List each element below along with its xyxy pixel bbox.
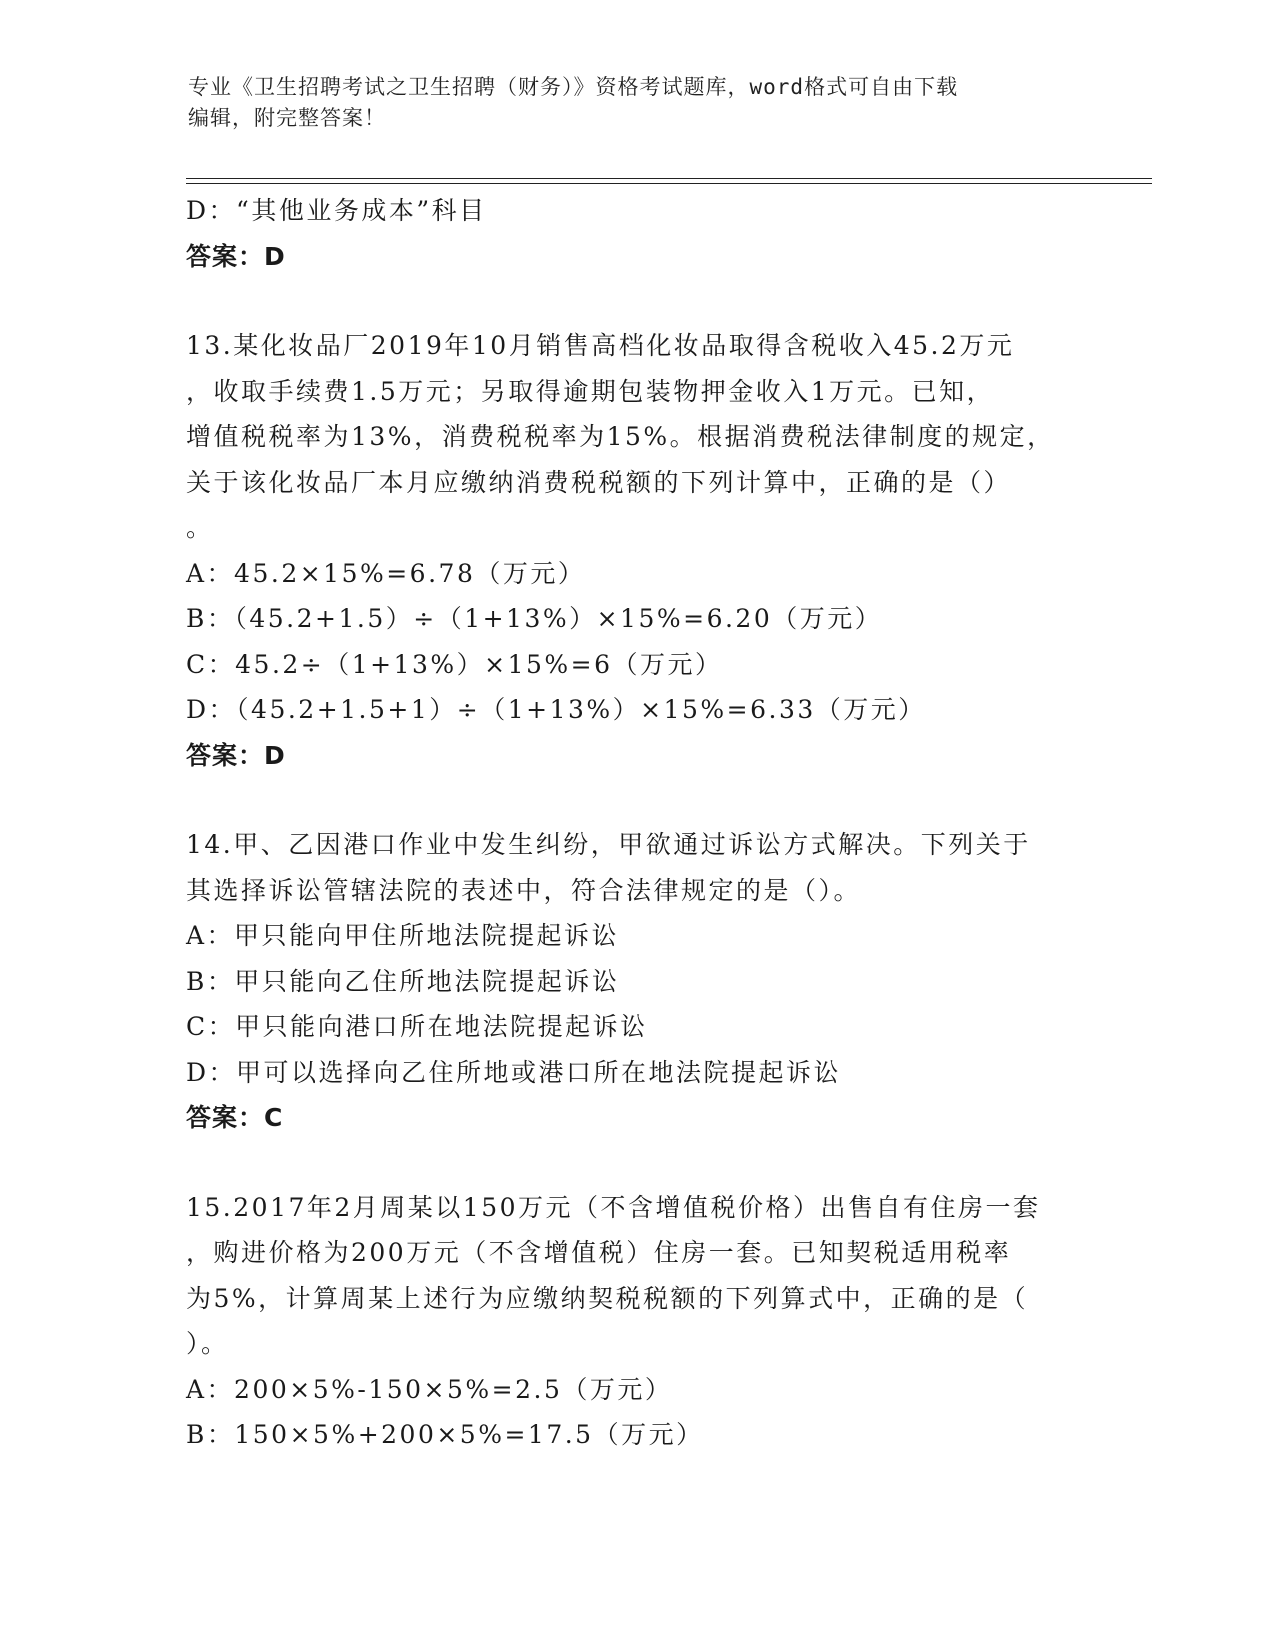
previous-question-tail <box>186 188 1146 279</box>
header-divider-top <box>186 178 1152 179</box>
option-b: B：（45.2+1.5）÷（1+13%）×15%=6.20（万元） <box>186 604 883 633</box>
option-d: D：“其他业务成本”科目 <box>186 196 487 225</box>
question-13 <box>186 323 1146 778</box>
spacer <box>186 1141 1146 1185</box>
option-a: A：200×5%-150×5%=2.5（万元） <box>186 1374 673 1404</box>
question-text-line: 13.某化妆品厂2019年10月销售高档化妆品取得含税收入45.2万元 <box>186 331 1015 360</box>
header-line-2: 编辑，附完整答案！ <box>188 106 386 130</box>
question-14 <box>186 822 1146 1141</box>
option-b: B：甲只能向乙住所地法院提起诉讼 <box>186 966 620 996</box>
option-c: C：甲只能向港口所在地法院提起诉讼 <box>186 1012 648 1041</box>
spacer <box>186 778 1146 822</box>
question-text-line: 为5%，计算周某上述行为应缴纳契税税额的下列算式中，正确的是（ <box>186 1283 1029 1313</box>
option-d: D：（45.2+1.5+1）÷（1+13%）×15%=6.33（万元） <box>186 695 926 724</box>
header-line-1: 专业《卫生招聘考试之卫生招聘（财务）》资格考试题库，word格式可自由下载 <box>188 75 959 99</box>
question-text-line: 其选择诉讼管辖法院的表述中，符合法律规定的是（）。 <box>186 875 862 905</box>
question-text-line: 增值税税率为13%，消费税税率为15%。根据消费税法律制度的规定， <box>186 422 1055 451</box>
answer-line: 答案：C <box>186 1103 284 1132</box>
option-d: D：甲可以选择向乙住所地或港口所在地法院提起诉讼 <box>186 1057 842 1087</box>
question-text-line: ，购进价格为200万元（不含增值税）住房一套。已知契税适用税率 <box>186 1238 1012 1267</box>
document-header <box>188 72 1088 134</box>
option-b: B：150×5%+200×5%=17.5（万元） <box>186 1420 704 1449</box>
question-list <box>186 188 1146 1458</box>
answer-line: 答案：D <box>186 241 286 271</box>
question-text-line: ）。 <box>186 1329 229 1358</box>
answer-line: 答案：D <box>186 740 286 770</box>
question-15 <box>186 1185 1146 1458</box>
question-text-line: 。 <box>186 513 214 542</box>
option-a: A：45.2×15%=6.78（万元） <box>186 558 586 588</box>
question-text-line: 关于该化妆品厂本月应缴纳消费税税额的下列计算中，正确的是（） <box>186 467 1012 497</box>
option-a: A：甲只能向甲住所地法院提起诉讼 <box>186 921 620 950</box>
question-text-line: ，收取手续费1.5万元；另取得逾期包装物押金收入1万元。已知， <box>186 376 995 406</box>
question-text-line: 14.甲、乙因港口作业中发生纠纷，甲欲通过诉讼方式解决。下列关于 <box>186 830 1031 859</box>
spacer <box>186 279 1146 323</box>
header-divider-bottom <box>186 183 1152 184</box>
question-text-line: 15.2017年2月周某以150万元（不含增值税价格）出售自有住房一套 <box>186 1192 1041 1222</box>
option-c: C：45.2÷（1+13%）×15%=6（万元） <box>186 649 723 679</box>
